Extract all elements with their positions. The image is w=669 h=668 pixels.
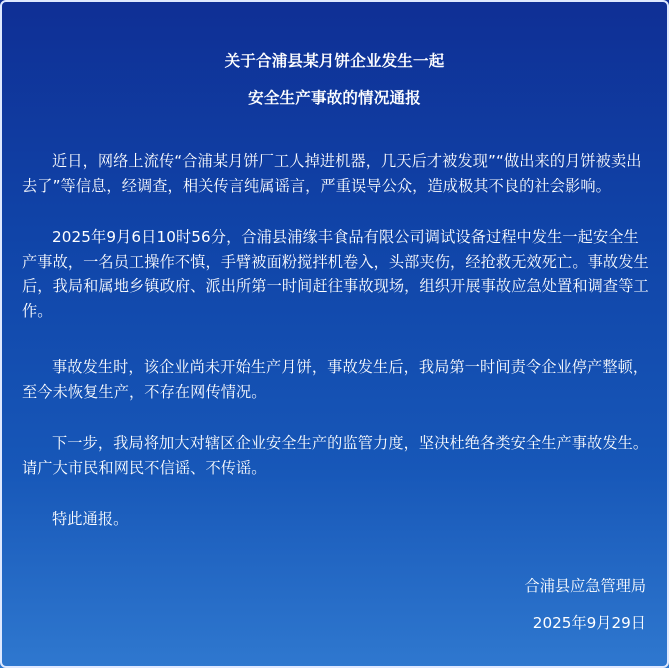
paragraph-production-status: 事故发生时，该企业尚未开始生产月饼，事故发生后，我局第一时间责令企业停产整顿，至今未恢复生产，不存在网传情况。 xyxy=(22,358,649,401)
signature-organization: 合浦县应急管理局 xyxy=(524,577,646,595)
paragraph-rumor-statement: 近日，网络上流传“合浦某月饼厂工人掉进机器，几天后才被发现”“做出来的月饼被卖出去了”等信息，经调查，相关传言纯属谣言，严重误导公众，造成极其不良的社会影响。 xyxy=(22,152,642,195)
paragraph-next-steps: 下一步，我局将加大对辖区企业安全生产的监管力度，坚决杜绝各类安全生产事故发生。请广大市民和网民不信谣、不传谣。 xyxy=(22,434,649,477)
document-title-line-2: 安全生产事故的情况通报 xyxy=(248,89,421,107)
paragraph-accident-details: 2025年9月6日10时56分，合浦县浦缘丰食品有限公司调试设备过程中发生一起安全生产事故，一名员工操作不慎，手臂被面粉搅拌机卷入，头部夹伤，经抢救无效死亡。事故发生后，我局和属地乡镇政府、派出所第一时间赶往事故现场，组织开展事故应急处置和调查等工作。 xyxy=(22,228,649,320)
paragraph-closing: 特此通报。 xyxy=(52,510,129,528)
document-title-line-1: 关于合浦县某月饼企业发生一起 xyxy=(224,52,445,70)
signature-date: 2025年9月29日 xyxy=(532,614,646,632)
